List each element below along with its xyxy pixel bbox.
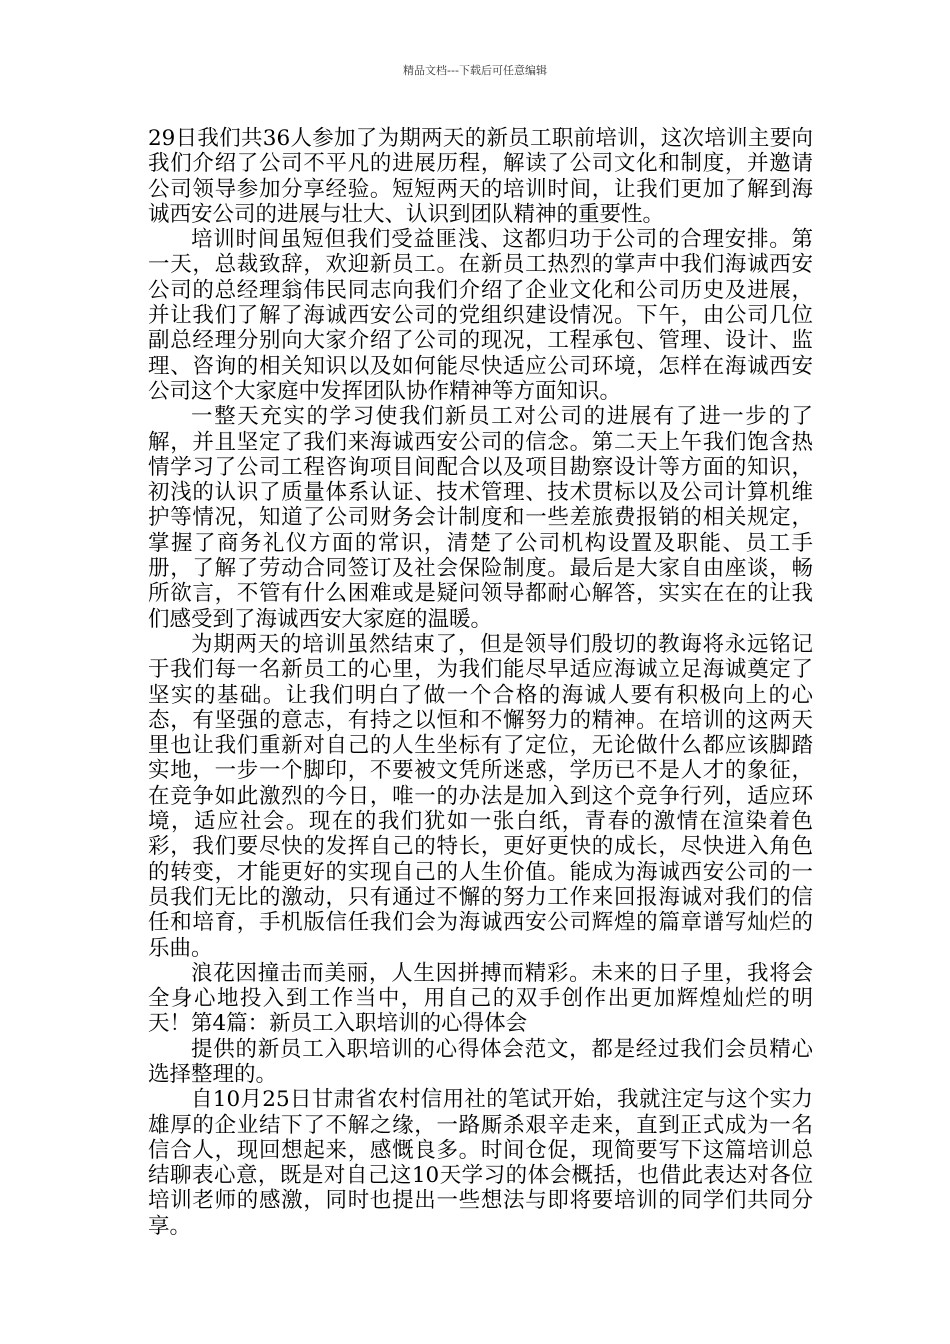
paragraph-3: 一整天充实的学习使我们新员工对公司的进展有了进一步的了解，并且坚定了我们来海诚西安公司的信念。第二天上午我们饱含热情学习了公司工程咨询项目间配合以及项目勘察设计等方面的知识，初浅的认识了质量体系认证、技术管理、技术贯标以及公司计算机维护等情况，知道了公司财务会计制度和一些差旅费报销的相关规定，掌握了商务礼仪方面的常识，清楚了公司机构设置及职能、员工手册，了解了劳动合同签订及社会保险制度。最后是大家自由座谈，畅所欲言，不管有什么困难或是疑问领导都耐心解答，实实在在的让我们感受到了海诚西安大家庭的温暖。: [148, 404, 813, 632]
paragraph-5: 浪花因撞击而美丽，人生因拼搏而精彩。未来的日子里，我将会全身心地投入到工作当中，用自己的双手创作出更加辉煌灿烂的明天！第4篇：新员工入职培训的心得体会: [148, 960, 813, 1037]
paragraph-6: 提供的新员工入职培训的心得体会范文，都是经过我们会员精心选择整理的。: [148, 1036, 813, 1087]
paragraph-2: 培训时间虽短但我们受益匪浅、这都归功于公司的合理安排。第一天，总裁致辞，欢迎新员工。在新员工热烈的掌声中我们海诚西安公司的总经理翁伟民同志向我们介绍了企业文化和公司历史及进展，并让我们了解了海诚西安公司的党组织建设情况。下午，由公司几位副总经理分别向大家介绍了公司的现况，工程承包、管理、设计、监理、咨询的相关知识以及如何能尽快适应公司环境，怎样在海诚西安公司这个大家庭中发挥团队协作精神等方面知识。: [148, 227, 813, 404]
paragraph-7: 自10月25日甘肃省农村信用社的笔试开始，我就注定与这个实力雄厚的企业结下了不解之缘，一路厮杀艰辛走来，直到正式成为一名信合人，现回想起来，感慨良多。时间仓促，现简要写下这篇培训总结聊表心意，既是对自己这10天学习的体会概括，也借此表达对各位培训老师的感激，同时也提出一些想法与即将要培训的同学们共同分享。: [148, 1087, 813, 1239]
paragraph-1: 29日我们共36人参加了为期两天的新员工职前培训，这次培训主要向我们介绍了公司不平凡的进展历程，解读了公司文化和制度，并邀请公司领导参加分享经验。短短两天的培训时间，让我们更加了解到海诚西安公司的进展与壮大、认识到团队精神的重要性。: [148, 126, 813, 227]
paragraph-4: 为期两天的培训虽然结束了，但是领导们殷切的教诲将永远铭记于我们每一名新员工的心里，为我们能尽早适应海诚立足海诚奠定了坚实的基础。让我们明白了做一个合格的海诚人要有积极向上的心态，有坚强的意志，有持之以恒和不懈努力的精神。在培训的这两天里也让我们重新对自己的人生坐标有了定位，无论做什么都应该脚踏实地，一步一个脚印，不要被文凭所迷惑，学历已不是人才的象征，在竞争如此激烈的今日，唯一的办法是加入到这个竞争行列，适应环境，适应社会。现在的我们犹如一张白纸，青春的激情在渲染着色彩，我们要尽快的发挥自己的特长，更好更快的成长，尽快进入角色的转变，才能更好的实现自己的人生价值。能成为海诚西安公司的一员我们无比的激动，只有通过不懈的努力工作来回报海诚对我们的信任和培育，手机版信任我们会为海诚西安公司辉煌的篇章谱写灿烂的乐曲。: [148, 631, 813, 961]
page-header: 精品文档---下载后可任意编辑: [403, 64, 547, 77]
document-body: [148, 126, 813, 1239]
